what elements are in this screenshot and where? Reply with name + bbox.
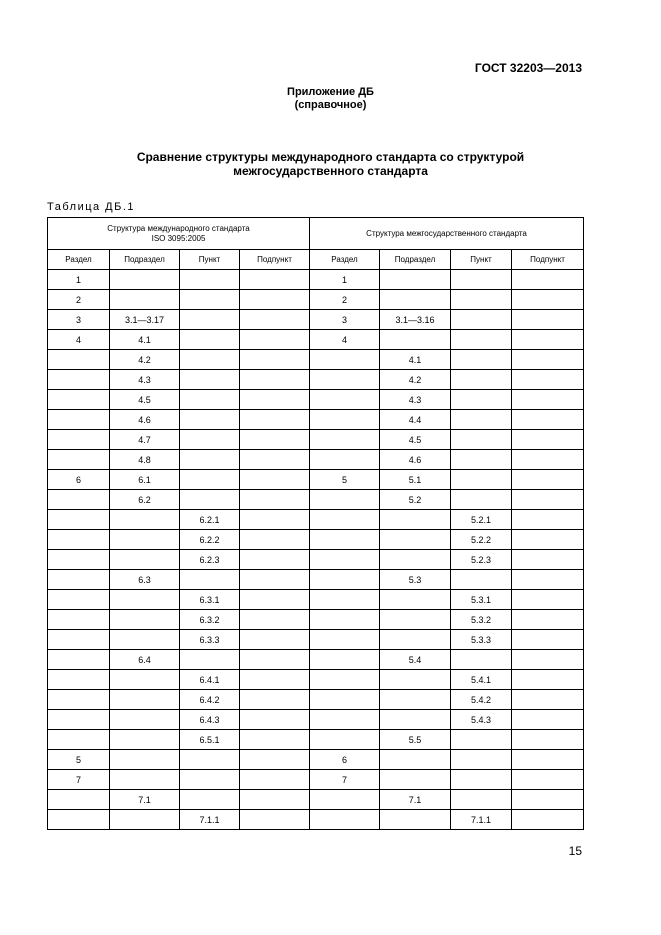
table-cell (310, 410, 380, 430)
column-header: Раздел (48, 250, 110, 270)
table-cell (240, 710, 310, 730)
column-header: Подпункт (240, 250, 310, 270)
table-cell (451, 270, 512, 290)
table-cell (240, 290, 310, 310)
table-cell (380, 770, 451, 790)
table-cell: 5.1 (380, 470, 451, 490)
table-row (48, 350, 584, 370)
table-cell: 6.2.1 (180, 510, 240, 530)
table-cell (512, 770, 584, 790)
table-row (48, 630, 584, 650)
table-cell: 6 (48, 470, 110, 490)
table-cell (451, 490, 512, 510)
table-cell (451, 290, 512, 310)
table-cell (451, 370, 512, 390)
table-cell (380, 750, 451, 770)
table-cell (451, 750, 512, 770)
table-cell: 6.4 (110, 650, 180, 670)
table-cell (380, 810, 451, 830)
table-cell (48, 350, 110, 370)
table-cell: 4.7 (110, 430, 180, 450)
table-cell: 5 (310, 470, 380, 490)
table-cell (310, 710, 380, 730)
table-cell (110, 710, 180, 730)
table-cell: 1 (310, 270, 380, 290)
table-row (48, 610, 584, 630)
table-cell: 2 (48, 290, 110, 310)
table-cell: 5.2.1 (451, 510, 512, 530)
table-cell (110, 550, 180, 570)
table-cell: 5.5 (380, 730, 451, 750)
table-cell: 7 (310, 770, 380, 790)
document-code: ГОСТ 32203—2013 (474, 61, 582, 75)
table-cell (48, 570, 110, 590)
table-cell (180, 430, 240, 450)
table-cell (110, 610, 180, 630)
table-cell: 4.4 (380, 410, 451, 430)
table-cell: 6.3 (110, 570, 180, 590)
table-cell: 3 (48, 310, 110, 330)
table-cell (310, 810, 380, 830)
table-cell (310, 570, 380, 590)
table-cell (240, 690, 310, 710)
table-cell (512, 710, 584, 730)
table-cell (512, 370, 584, 390)
table-body (48, 270, 584, 830)
table-cell (310, 530, 380, 550)
table-cell (512, 270, 584, 290)
annex-heading (0, 86, 661, 112)
table-cell (180, 270, 240, 290)
table-cell (110, 290, 180, 310)
table-cell (110, 510, 180, 530)
table-row (48, 570, 584, 590)
table-cell: 2 (310, 290, 380, 310)
table-cell (451, 730, 512, 750)
table-cell (48, 530, 110, 550)
table-cell (380, 270, 451, 290)
group-header-international-line-1: Структура международного стандарта (107, 223, 250, 233)
group-header-interstate: Структура межгосударственного стандарта (310, 218, 584, 250)
table-cell (110, 810, 180, 830)
table-cell (110, 770, 180, 790)
table-cell (240, 370, 310, 390)
table-cell: 4.6 (380, 450, 451, 470)
table-cell (310, 370, 380, 390)
table-cell (240, 630, 310, 650)
table-row (48, 310, 584, 330)
table-row (48, 770, 584, 790)
column-header: Пункт (180, 250, 240, 270)
table-cell: 4.8 (110, 450, 180, 470)
table-cell: 6.2.3 (180, 550, 240, 570)
table-cell (48, 430, 110, 450)
table-cell (310, 350, 380, 370)
table-cell: 4.5 (110, 390, 180, 410)
table-cell: 5 (48, 750, 110, 770)
table-row (48, 290, 584, 310)
table-cell (512, 650, 584, 670)
table-cell (240, 530, 310, 550)
table-cell: 5.2.2 (451, 530, 512, 550)
table-cell (240, 510, 310, 530)
table-row (48, 370, 584, 390)
table-cell (180, 350, 240, 370)
table-row (48, 690, 584, 710)
table-cell: 5.3.2 (451, 610, 512, 630)
column-header: Пункт (451, 250, 512, 270)
table-cell (380, 550, 451, 570)
table-cell: 5.3.1 (451, 590, 512, 610)
table-cell (380, 710, 451, 730)
table-cell (180, 650, 240, 670)
table-cell (512, 630, 584, 650)
table-cell: 6.1 (110, 470, 180, 490)
table-cell (512, 490, 584, 510)
page-title (0, 150, 661, 178)
table-row (48, 330, 584, 350)
table-cell (180, 390, 240, 410)
table-cell (451, 450, 512, 470)
table-cell (512, 550, 584, 570)
group-header-international (48, 218, 310, 250)
table-cell: 4 (310, 330, 380, 350)
annex-title: Приложение ДБ (287, 86, 374, 98)
table-cell: 6.2.2 (180, 530, 240, 550)
table-cell (48, 670, 110, 690)
table-cell (180, 310, 240, 330)
page-title-line-2: межгосударственного стандарта (233, 164, 428, 178)
table-cell (310, 670, 380, 690)
table-cell (512, 670, 584, 690)
table-cell (180, 750, 240, 770)
table-cell: 5.4.3 (451, 710, 512, 730)
column-header: Подраздел (110, 250, 180, 270)
table-cell (380, 510, 451, 530)
table-cell: 5.3.3 (451, 630, 512, 650)
table-cell (240, 570, 310, 590)
table-cell (110, 530, 180, 550)
table-cell (380, 610, 451, 630)
table-cell (48, 370, 110, 390)
table-cell (240, 770, 310, 790)
table-row (48, 270, 584, 290)
table-cell (451, 650, 512, 670)
table-cell (48, 810, 110, 830)
table-cell (512, 290, 584, 310)
column-header: Подраздел (380, 250, 451, 270)
table-cell (180, 330, 240, 350)
table-cell: 7 (48, 770, 110, 790)
table-cell (310, 450, 380, 470)
table-cell (380, 690, 451, 710)
table-cell (380, 290, 451, 310)
page-number: 15 (568, 844, 582, 858)
table-cell (240, 750, 310, 770)
table-cell (240, 330, 310, 350)
table-cell (48, 610, 110, 630)
table-cell (240, 730, 310, 750)
table-cell: 3.1—3.16 (380, 310, 451, 330)
table-cell (310, 490, 380, 510)
table-cell (512, 350, 584, 370)
table-cell (512, 530, 584, 550)
table-cell (512, 610, 584, 630)
table-cell (451, 770, 512, 790)
table-cell (451, 470, 512, 490)
table-cell (240, 670, 310, 690)
table-cell (110, 690, 180, 710)
table-cell (110, 590, 180, 610)
table-cell: 6 (310, 750, 380, 770)
table-cell (310, 590, 380, 610)
table-cell: 4.2 (110, 350, 180, 370)
table-cell: 5.4.2 (451, 690, 512, 710)
table-cell: 4 (48, 330, 110, 350)
table-cell (310, 610, 380, 630)
table-cell (512, 310, 584, 330)
table-row (48, 430, 584, 450)
table-cell (310, 510, 380, 530)
table-cell (451, 390, 512, 410)
table-cell (512, 730, 584, 750)
table-cell (240, 310, 310, 330)
table-row (48, 750, 584, 770)
table-cell (48, 450, 110, 470)
table-cell (512, 390, 584, 410)
table-cell (380, 530, 451, 550)
table-row (48, 390, 584, 410)
table-cell (512, 790, 584, 810)
table-cell: 6.3.2 (180, 610, 240, 630)
table-cell (48, 550, 110, 570)
table-cell (240, 790, 310, 810)
table-cell: 4.3 (380, 390, 451, 410)
table-cell (512, 750, 584, 770)
table-cell (48, 710, 110, 730)
table-row (48, 490, 584, 510)
table-cell (512, 590, 584, 610)
table-row (48, 410, 584, 430)
table-row (48, 790, 584, 810)
table-row (48, 530, 584, 550)
table-cell (310, 550, 380, 570)
table-cell (240, 390, 310, 410)
table-cell (451, 790, 512, 810)
table-cell (380, 630, 451, 650)
table-cell (512, 570, 584, 590)
table-cell: 7.1.1 (451, 810, 512, 830)
table-cell (180, 570, 240, 590)
table-cell (180, 290, 240, 310)
table-cell (451, 310, 512, 330)
table-cell: 6.3.1 (180, 590, 240, 610)
group-header-international-line-2: ISO 3095:2005 (151, 233, 206, 243)
table-cell (380, 670, 451, 690)
page-title-line-1: Сравнение структуры международного стандарта со структурой (136, 150, 525, 164)
table-cell (240, 450, 310, 470)
table-cell: 6.4.1 (180, 670, 240, 690)
table-cell (512, 330, 584, 350)
table-cell (48, 490, 110, 510)
table-cell (110, 730, 180, 750)
table-cell (110, 750, 180, 770)
table-cell (180, 370, 240, 390)
table-cell (110, 630, 180, 650)
table-row (48, 730, 584, 750)
table-cell: 7.1.1 (180, 810, 240, 830)
table-cell (180, 410, 240, 430)
table-cell (180, 470, 240, 490)
table-cell: 7.1 (380, 790, 451, 810)
table-cell: 4.1 (380, 350, 451, 370)
table-row (48, 450, 584, 470)
table-cell: 6.4.2 (180, 690, 240, 710)
table-cell: 1 (48, 270, 110, 290)
table-cell (48, 730, 110, 750)
table-cell: 3.1—3.17 (110, 310, 180, 330)
table-cell (512, 690, 584, 710)
table-cell: 4.2 (380, 370, 451, 390)
table-cell: 6.3.3 (180, 630, 240, 650)
table-cell: 4.1 (110, 330, 180, 350)
table-cell: 6.2 (110, 490, 180, 510)
table-cell: 5.4 (380, 650, 451, 670)
table-cell: 7.1 (110, 790, 180, 810)
table-cell (512, 430, 584, 450)
column-header: Раздел (310, 250, 380, 270)
table-cell (240, 270, 310, 290)
table-cell (451, 430, 512, 450)
table-row (48, 590, 584, 610)
table-cell (240, 430, 310, 450)
table-cell: 6.4.3 (180, 710, 240, 730)
table-row (48, 550, 584, 570)
table-cell (48, 410, 110, 430)
table-cell (310, 390, 380, 410)
table-cell (48, 390, 110, 410)
table-row (48, 510, 584, 530)
table-cell (48, 650, 110, 670)
table-cell (110, 270, 180, 290)
table-cell (310, 430, 380, 450)
table-cell (240, 410, 310, 430)
table-cell (240, 550, 310, 570)
table-cell (180, 450, 240, 470)
table-cell (310, 650, 380, 670)
table-cell (240, 590, 310, 610)
table-cell (48, 510, 110, 530)
table-cell (110, 670, 180, 690)
table-cell (380, 330, 451, 350)
table-cell (48, 630, 110, 650)
table-cell (380, 590, 451, 610)
table-cell (512, 470, 584, 490)
table-cell (310, 730, 380, 750)
table-cell (512, 810, 584, 830)
table-row (48, 670, 584, 690)
table-cell (240, 350, 310, 370)
table-cell: 3 (310, 310, 380, 330)
table-row (48, 650, 584, 670)
table-cell (240, 490, 310, 510)
table-cell (240, 610, 310, 630)
comparison-table (47, 217, 584, 830)
annex-subtitle: (справочное) (294, 99, 367, 111)
table-cell: 4.3 (110, 370, 180, 390)
table-row (48, 710, 584, 730)
table-cell (180, 790, 240, 810)
table-cell (48, 790, 110, 810)
table-cell (48, 690, 110, 710)
table-cell (451, 330, 512, 350)
table-cell (180, 490, 240, 510)
table-cell: 5.2 (380, 490, 451, 510)
table-cell (310, 690, 380, 710)
table-cell: 5.2.3 (451, 550, 512, 570)
table-cell (512, 510, 584, 530)
table-cell (512, 450, 584, 470)
table-row (48, 470, 584, 490)
table-cell: 6.5.1 (180, 730, 240, 750)
table-cell: 5.3 (380, 570, 451, 590)
table-cell (48, 590, 110, 610)
table-cell (451, 350, 512, 370)
column-header: Подпункт (512, 250, 584, 270)
table-cell (310, 630, 380, 650)
table-cell (180, 770, 240, 790)
table-cell (310, 790, 380, 810)
table-row (48, 810, 584, 830)
table-cell (240, 650, 310, 670)
table-cell (451, 570, 512, 590)
table-cell: 4.6 (110, 410, 180, 430)
table-cell (451, 410, 512, 430)
table-cell (512, 410, 584, 430)
table-cell (240, 810, 310, 830)
table-cell (240, 470, 310, 490)
table-caption: Таблица ДБ.1 (47, 201, 136, 213)
table-cell: 4.5 (380, 430, 451, 450)
table-cell: 5.4.1 (451, 670, 512, 690)
